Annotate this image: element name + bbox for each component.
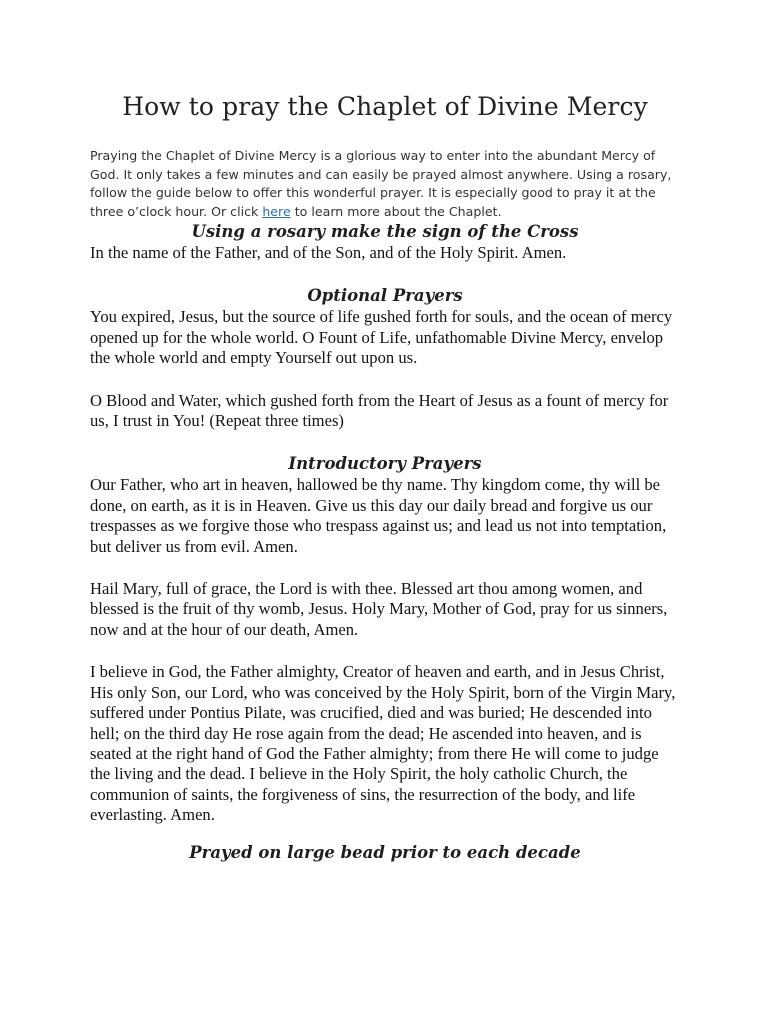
blood-and-water-paragraph: O Blood and Water, which gushed forth from the Heart of Jesus as a fount of mercy for us, I trust in You! (Repeat three times) — [90, 390, 669, 431]
intro-text-end: to learn more about the Chaplet. — [290, 203, 502, 219]
hail-mary-paragraph: Hail Mary, full of grace, the Lord is with thee. Blessed art thou among women, and blessed is the fruit of thy womb, Jesus. Holy Mary, Mother of God, pray for us sinners, now and at the hour of our death, Amen. — [90, 579, 668, 639]
large-bead-heading: Prayed on large bead prior to each decade — [189, 842, 581, 862]
learn-more-link[interactable]: here — [262, 203, 291, 219]
our-father-paragraph: Our Father, who art in heaven, hallowed be thy name. Thy kingdom come, thy will be done, on earth, as it is in Heaven. Give us this day our daily bread and forgive us our trespasses as we forgive those who trespass against us; and lead us not into temptation, but deliver us from evil. Amen. — [90, 475, 667, 556]
intro-text: Praying the Chaplet of Divine Mercy is a glorious way to enter into the abundant Mercy of God. It only takes a few minutes and can easily be prayed almost anywhere. Using a rosary, follow the guide below to offer this wonderful prayer. It is especially good to pray it at the three o’clock hour. Or click — [90, 148, 672, 219]
sign-of-cross-text: In the name of the Father, and of the Son, and of the Holy Spirit. Amen. — [90, 243, 567, 262]
page-title: How to pray the Chaplet of Divine Mercy — [122, 92, 648, 121]
optional-prayers-heading: Optional Prayers — [307, 286, 463, 306]
apostles-creed-paragraph: I believe in God, the Father almighty, Creator of heaven and earth, and in Jesus Christ, His only Son, our Lord, who was conceived by the Holy Spirit, born of the Virgin Mary, suffered under Pontius Pilate, was crucified, died and was buried; He descended into hell; on the third day He rose again from the dead; He ascended into heaven, and is seated at the right hand of God the Father almighty; from there He will come to judge the living and the dead. I believe in the Holy Spirit, the holy catholic Church, the communion of saints, the forgiveness of sins, the resurrection of the body, and life everlasting. Amen. — [90, 662, 676, 825]
intro-paragraph — [90, 147, 680, 221]
sign-of-cross-heading: Using a rosary make the sign of the Cross — [191, 222, 579, 241]
optional-prayer-paragraph: You expired, Jesus, but the source of life gushed forth for souls, and the ocean of mercy opened up for the whole world. O Fount of Life, unfathomable Divine Mercy, envelop the whole world and empty Yourself out upon us. — [90, 307, 673, 368]
introductory-prayers-heading: Introductory Prayers — [288, 454, 482, 474]
